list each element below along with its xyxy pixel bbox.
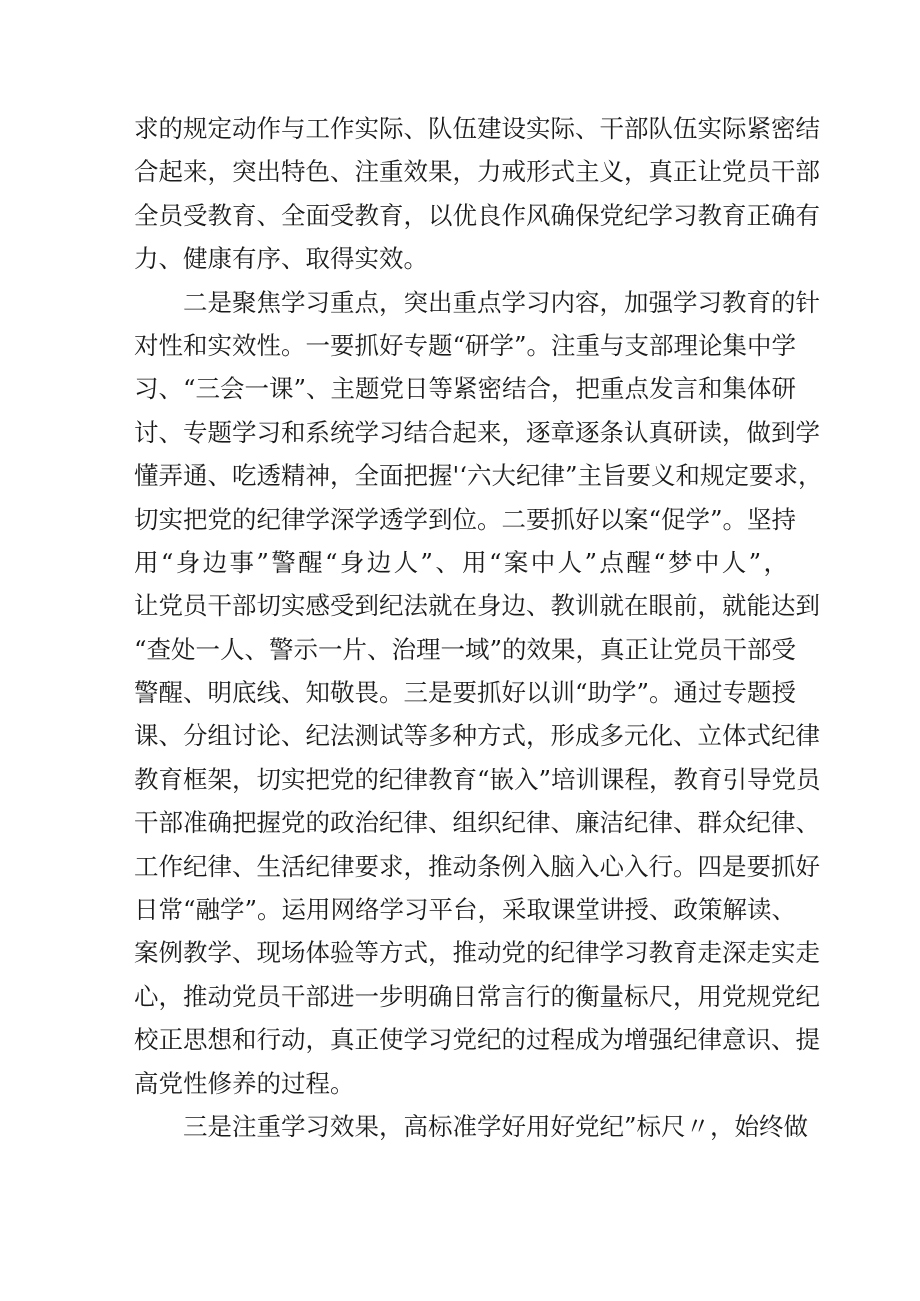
paragraph-2-line-11: 课、分组讨论、纪法测试等多种方式，形成多元化、立体式纪律 (134, 721, 820, 751)
paragraph-2-line-10: 警醒、明底线、知敬畏。三是要抓好以训“助学”。通过专题授 (134, 678, 797, 708)
paragraph-2-line-14: 工作纪律、生活纪律要求，推动条例入脑入心入行。四是要抓好 (134, 851, 820, 881)
paragraph-2-line-9: “查处一人、警示一片、治理一域”的效果，真正让党员干部受 (134, 634, 797, 664)
paragraph-1-line-4: 力、健康有序、取得实效。 (134, 244, 428, 274)
paragraph-1-line-3: 全员受教育、全面受教育，以优良作风确保党纪学习教育正确有 (134, 200, 820, 230)
document-body (134, 107, 823, 1148)
paragraph-2-line-18: 校正思想和行动，真正使学习党纪的过程成为增强纪律意识、提 (134, 1025, 820, 1055)
paragraph-2-line-13: 干部准确把握党的政治纪律、组织纪律、廉洁纪律、群众纪律、 (134, 808, 820, 838)
paragraph-2-line-15: 日常“融学”。运用网络学习平台，采取课堂讲授、政策解读、 (134, 895, 797, 925)
paragraph-2-line-19: 高党性修养的过程。 (134, 1068, 355, 1098)
paragraph-2-line-16: 案例教学、现场体验等方式，推动党的纪律学习教育走深走实走 (134, 938, 820, 968)
paragraph-2-line-2: 对性和实效性。一要抓好专题“研学”。注重与支部理论集中学 (134, 330, 797, 360)
paragraph-1-line-1: 求的规定动作与工作实际、队伍建设实际、干部队伍实际紧密结 (134, 114, 820, 143)
paragraph-2-line-6: 切实把党的纪律学深学透学到位。二要抓好以案“促学”。坚持 (134, 504, 797, 534)
paragraph-3-line-1: 三是注重学习效果，高标准学好用好党纪”标尺〃，始终做 (183, 1111, 809, 1141)
paragraph-2-line-3: 习、“三会一课”、主题党日等紧密结合，把重点发言和集体研 (134, 374, 797, 404)
paragraph-2-line-17: 心，推动党员干部进一步明确日常言行的衡量标尺，用党规党纪 (134, 981, 820, 1011)
paragraph-2-line-12: 教育框架，切实把党的纪律教育“嵌入”培训课程，教育引导党员 (134, 764, 821, 794)
paragraph-2-line-1: 二是聚焦学习重点，突出重点学习内容，加强学习教育的针 (183, 287, 820, 317)
paragraph-2-line-4: 讨、专题学习和系统学习结合起来，逐章逐条认真研读，做到学 (134, 417, 820, 447)
paragraph-2-line-5: 懂弄通、吃透精神，全面把握'‘六大纪律”主旨要义和规定要求， (134, 461, 823, 491)
paragraph-2-line-7: 用“身边事”警醒“身边人”、用“案中人”点醒“梦中人”， (134, 547, 788, 577)
paragraph-1-line-2: 合起来，突出特色、注重效果，力戒形式主义，真正让党员干部 (134, 157, 820, 187)
paragraph-2-line-8: 让党员干部切实感受到纪法就在身边、教训就在眼前，就能达到 (134, 591, 820, 621)
